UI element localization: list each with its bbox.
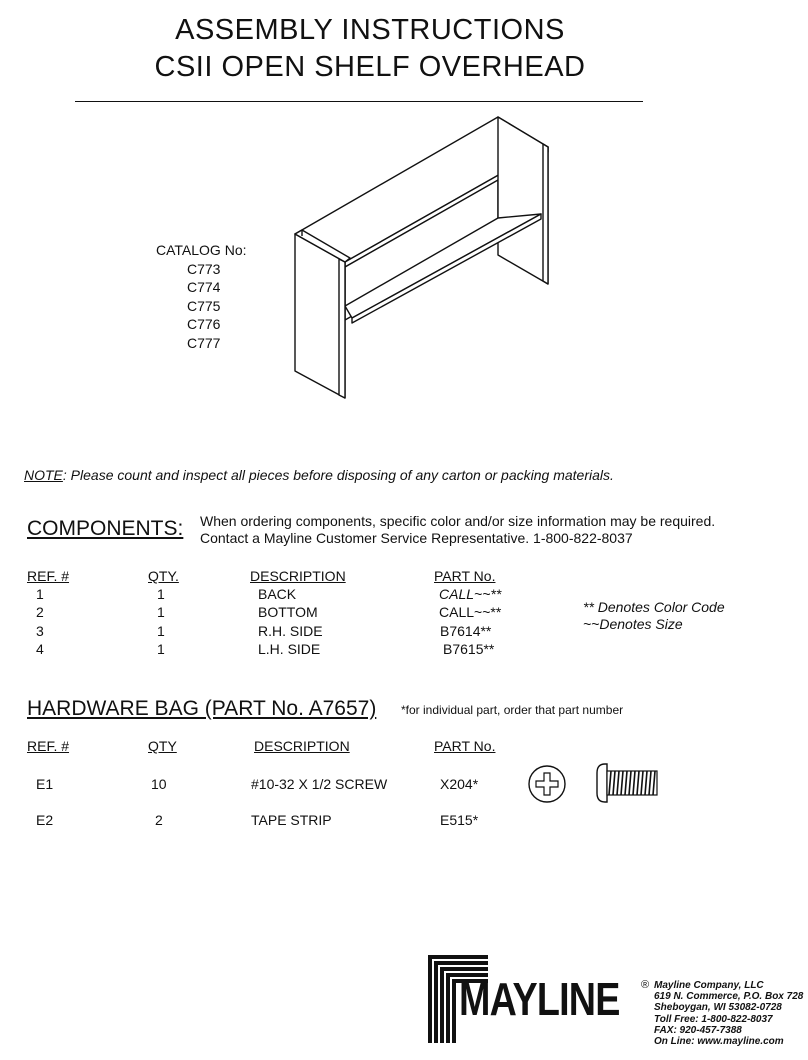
hardware-note: *for individual part, order that part number: [401, 703, 624, 717]
components-heading: COMPONENTS:: [27, 517, 184, 540]
hardware-qty: 2: [155, 812, 163, 828]
company-tollfree: Toll Free: 1-800-822-8037: [654, 1013, 773, 1025]
component-part: B7615**: [443, 641, 495, 657]
shelf-illustration: [280, 108, 560, 408]
catalog-number: C776: [187, 316, 221, 332]
component-ref: 3: [36, 623, 44, 639]
catalog-label: CATALOG No:: [156, 242, 247, 258]
component-qty: 1: [157, 604, 165, 620]
hw-header-part: PART No.: [434, 738, 496, 754]
hw-header-description: DESCRIPTION: [254, 738, 350, 754]
company-fax: FAX: 920-457-7388: [654, 1024, 742, 1036]
note-label: NOTE: [24, 467, 63, 483]
note-text: : Please count and inspect all pieces before disposing of any carton or packing materials.: [62, 467, 614, 483]
legend-color-code: ** Denotes Color Code: [583, 599, 725, 615]
components-info-line-1: When ordering components, specific color and/or size information may be required.: [200, 513, 716, 529]
component-part: B7614**: [440, 623, 492, 639]
hardware-ref: E2: [36, 812, 54, 828]
screw-head-icon: [527, 764, 567, 804]
catalog-number: C774: [187, 279, 221, 295]
component-ref: 4: [36, 641, 44, 657]
catalog-number: C773: [187, 260, 221, 277]
company-street: 619 N. Commerce, P.O. Box 728: [654, 991, 804, 1003]
catalog-number: C775: [187, 297, 221, 314]
component-ref: 1: [36, 586, 44, 602]
col-header-ref: REF. #: [27, 568, 70, 584]
catalog-block: [156, 241, 247, 352]
company-address: [654, 980, 803, 1047]
component-part: CALL~~**: [439, 604, 502, 620]
col-header-part: PART No.: [434, 568, 496, 584]
hardware-part: E515*: [440, 812, 479, 828]
hardware-part: X204*: [440, 776, 479, 792]
hardware-description: #10-32 X 1/2 SCREW: [251, 776, 388, 792]
screw-side-icon: [595, 762, 665, 804]
component-ref: 2: [36, 604, 44, 620]
hardware-description: TAPE STRIP: [251, 812, 332, 828]
hw-header-qty: QTY: [148, 738, 177, 754]
hardware-qty: 10: [151, 776, 167, 792]
title-line-2: CSII OPEN SHELF OVERHEAD: [154, 51, 586, 83]
company-city: Sheboygan, WI 53082-0728: [654, 1002, 782, 1014]
legend-size: ~~Denotes Size: [583, 616, 683, 632]
components-info-line-2: Contact a Mayline Customer Service Representative. 1-800-822-8037: [200, 530, 633, 546]
component-qty: 1: [157, 586, 165, 602]
lh-side-edge: [339, 259, 345, 398]
hw-header-ref: REF. #: [27, 738, 70, 754]
note-line: [24, 467, 614, 483]
component-description: R.H. SIDE: [258, 623, 323, 639]
mayline-logo-text: MAYLINE: [459, 973, 620, 1025]
col-header-qty: QTY.: [148, 568, 179, 584]
component-part: CALL~~**: [439, 586, 502, 602]
company-website: On Line: www.mayline.com: [654, 1036, 784, 1048]
title-rule: [75, 101, 643, 102]
rh-side-edge: [543, 144, 548, 284]
col-header-description: DESCRIPTION: [250, 568, 346, 584]
component-qty: 1: [157, 641, 165, 657]
title-line-1: ASSEMBLY INSTRUCTIONS: [175, 14, 565, 46]
component-qty: 1: [157, 623, 165, 639]
component-description: BACK: [258, 586, 297, 602]
company-name: Mayline Company, LLC: [654, 980, 764, 991]
rh-side-panel: [498, 117, 548, 284]
registered-mark: ®: [641, 979, 650, 991]
hardware-heading: HARDWARE BAG (PART No. A7657): [27, 697, 377, 720]
hardware-ref: E1: [36, 776, 54, 792]
component-description: BOTTOM: [258, 604, 318, 620]
component-description: L.H. SIDE: [258, 641, 321, 657]
catalog-number: C777: [187, 334, 221, 351]
